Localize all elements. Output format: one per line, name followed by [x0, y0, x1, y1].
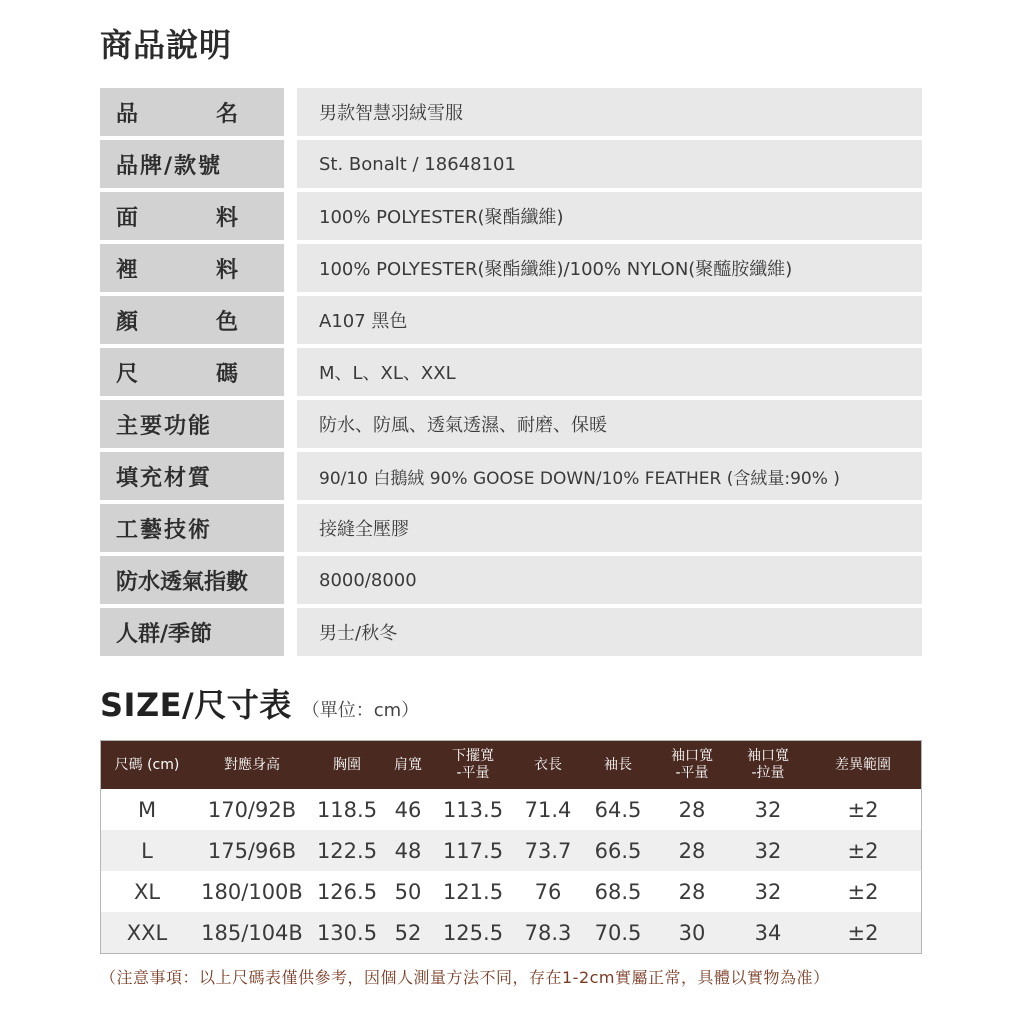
- spec-value-name: 男款智慧羽絨雪服: [297, 88, 922, 136]
- cell-sleeve: 66.5: [583, 830, 653, 871]
- spec-value-functions: 防水、防風、透氣透濕、耐磨、保暖: [297, 400, 922, 448]
- size-chart-title: [100, 680, 419, 726]
- spec-label-functions: 主要功能: [100, 400, 284, 448]
- spec-label-part: 料: [215, 205, 238, 231]
- spec-row-fabric: [100, 192, 922, 240]
- spec-label-part: 品: [116, 101, 139, 127]
- spec-value-waterproof: 8000/8000: [297, 556, 922, 604]
- header-length: 衣長: [513, 741, 583, 790]
- spec-label-filling: 填充材質: [100, 452, 284, 500]
- spec-label-lining: [100, 244, 284, 292]
- cell-length: 76: [513, 871, 583, 912]
- spec-value-lining: 100% POLYESTER(聚酯纖維)/100% NYLON(聚醯胺纖維): [297, 244, 922, 292]
- cell-hem: 121.5: [433, 871, 513, 912]
- cell-chest: 126.5: [311, 871, 383, 912]
- cell-shoulder: 48: [383, 830, 433, 871]
- cell-cuff-stretch: 32: [731, 830, 805, 871]
- header-shoulder: 肩寬: [383, 741, 433, 790]
- header-height: 對應身高: [193, 741, 311, 790]
- spec-label-part: 料: [215, 257, 238, 283]
- cell-height: 175/96B: [193, 830, 311, 871]
- spec-label-part: 顏: [116, 309, 139, 335]
- cell-length: 73.7: [513, 830, 583, 871]
- spec-row-audience: [100, 608, 922, 656]
- header-size: 尺碼 (cm): [101, 741, 194, 790]
- header-hem: 下擺寬 -平量: [433, 741, 513, 790]
- size-chart-unit: （單位：cm）: [301, 700, 420, 721]
- spec-row-technique: [100, 504, 922, 552]
- spec-row-filling: [100, 452, 922, 500]
- spec-row-brand: [100, 140, 922, 188]
- cell-height: 170/92B: [193, 789, 311, 830]
- size-table-header-row: [101, 741, 922, 790]
- cell-height: 180/100B: [193, 871, 311, 912]
- size-chart-note: （注意事項：以上尺碼表僅供參考，因個人測量方法不同，存在1-2cm實屬正常，具體以實物為准）: [100, 968, 830, 987]
- cell-length: 78.3: [513, 912, 583, 954]
- cell-sleeve: 70.5: [583, 912, 653, 954]
- spec-value-fabric: 100% POLYESTER(聚酯纖維): [297, 192, 922, 240]
- cell-chest: 122.5: [311, 830, 383, 871]
- cell-size: L: [101, 830, 194, 871]
- table-row: [101, 789, 922, 830]
- cell-shoulder: 46: [383, 789, 433, 830]
- cell-hem: 125.5: [433, 912, 513, 954]
- cell-size: XL: [101, 871, 194, 912]
- spec-row-color: [100, 296, 922, 344]
- cell-cuff-stretch: 34: [731, 912, 805, 954]
- spec-label-part: 名: [215, 101, 238, 127]
- spec-label-brand: 品牌/款號: [100, 140, 284, 188]
- cell-sleeve: 64.5: [583, 789, 653, 830]
- cell-cuff-stretch: 32: [731, 871, 805, 912]
- spec-value-size: M、L、XL、XXL: [297, 348, 922, 396]
- cell-cuff-stretch: 32: [731, 789, 805, 830]
- cell-tolerance: ±2: [805, 871, 922, 912]
- spec-label-waterproof: 防水透氣指數: [100, 556, 284, 604]
- cell-chest: 118.5: [311, 789, 383, 830]
- cell-tolerance: ±2: [805, 912, 922, 954]
- size-chart-table: [100, 740, 922, 954]
- cell-shoulder: 52: [383, 912, 433, 954]
- cell-height: 185/104B: [193, 912, 311, 954]
- spec-label-part: 碼: [215, 361, 238, 387]
- spec-label-name: [100, 88, 284, 136]
- header-cuff-flat: 袖口寬 -平量: [653, 741, 731, 790]
- spec-label-part: 尺: [116, 361, 139, 387]
- header-cuff-stretch: 袖口寬 -拉量: [731, 741, 805, 790]
- spec-label-part: 色: [215, 309, 238, 335]
- spec-row-size: [100, 348, 922, 396]
- cell-sleeve: 68.5: [583, 871, 653, 912]
- size-chart-heading: SIZE/尺寸表: [100, 686, 292, 724]
- cell-cuff-flat: 28: [653, 830, 731, 871]
- header-chest: 胸圍: [311, 741, 383, 790]
- spec-value-color: A107 黑色: [297, 296, 922, 344]
- header-tolerance: 差異範圍: [805, 741, 922, 790]
- spec-label-fabric: [100, 192, 284, 240]
- cell-hem: 113.5: [433, 789, 513, 830]
- spec-row-waterproof: [100, 556, 922, 604]
- spec-value-audience: 男士/秋冬: [297, 608, 922, 656]
- table-row: [101, 871, 922, 912]
- cell-size: M: [101, 789, 194, 830]
- spec-row-functions: [100, 400, 922, 448]
- cell-cuff-flat: 30: [653, 912, 731, 954]
- cell-chest: 130.5: [311, 912, 383, 954]
- table-row: [101, 830, 922, 871]
- spec-label-part: 裡: [116, 257, 139, 283]
- product-spec-table: [100, 88, 922, 660]
- spec-value-technique: 接縫全壓膠: [297, 504, 922, 552]
- spec-label-technique: 工藝技術: [100, 504, 284, 552]
- spec-label-size: [100, 348, 284, 396]
- spec-value-filling: 90/10 白鵝絨 90% GOOSE DOWN/10% FEATHER (含絨量:90% ): [297, 452, 922, 500]
- spec-value-brand: St. Bonalt / 18648101: [297, 140, 922, 188]
- cell-tolerance: ±2: [805, 830, 922, 871]
- cell-length: 71.4: [513, 789, 583, 830]
- cell-size: XXL: [101, 912, 194, 954]
- spec-row-lining: [100, 244, 922, 292]
- cell-hem: 117.5: [433, 830, 513, 871]
- cell-cuff-flat: 28: [653, 789, 731, 830]
- spec-row-name: [100, 88, 922, 136]
- spec-label-audience: 人群/季節: [100, 608, 284, 656]
- cell-tolerance: ±2: [805, 789, 922, 830]
- product-description-title: 商品說明: [100, 26, 233, 64]
- cell-cuff-flat: 28: [653, 871, 731, 912]
- table-row: [101, 912, 922, 954]
- cell-shoulder: 50: [383, 871, 433, 912]
- spec-label-part: 面: [116, 205, 139, 231]
- spec-label-color: [100, 296, 284, 344]
- header-sleeve: 袖長: [583, 741, 653, 790]
